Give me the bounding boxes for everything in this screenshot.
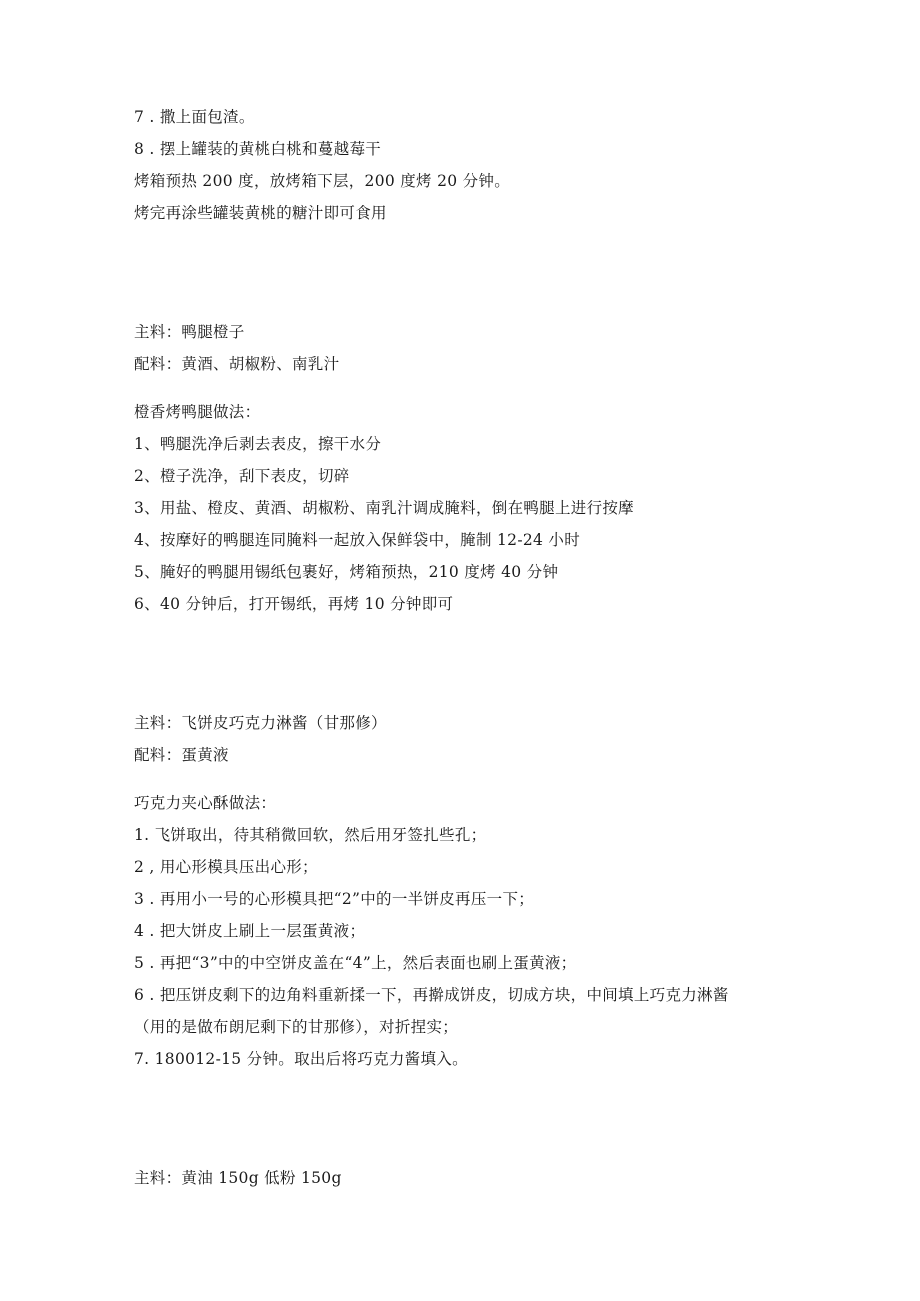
recipe-step: 5 . 再把“3”中的中空饼皮盖在“4”上，然后表面也刷上蛋黄液； [134,954,577,972]
finish-instruction: 烤完再涂些罐装黄桃的糖汁即可食用 [134,204,387,222]
bake-instruction: 烤箱预热 200 度，放烤箱下层，200 度烤 20 分钟。 [134,172,511,190]
main-ingredients: 主料：飞饼皮巧克力淋酱（甘那修） [134,714,387,732]
recipe-step-continued: （用的是做布朗尼剩下的甘那修），对折捏实； [134,1018,459,1036]
recipe-step: 5、腌好的鸭腿用锡纸包裹好，烤箱预热，210 度烤 40 分钟 [134,563,559,581]
recipe-step: 4 . 把大饼皮上刷上一层蛋黄液； [134,922,366,940]
recipe-step: 6、40 分钟后，打开锡纸，再烤 10 分钟即可 [134,595,454,613]
step-8: 8 . 摆上罐装的黄桃白桃和蔓越莓干 [134,140,382,158]
side-ingredients: 配料：蛋黄液 [134,746,229,764]
recipe-step: 6 . 把压饼皮剩下的边角料重新揉一下，再擀成饼皮，切成方块，中间填上巧克力淋酱 [134,986,729,1004]
recipe-step: 3 . 再用小一号的心形模具把“2”中的一半饼皮再压一下； [134,890,535,908]
recipe-step: 7. 180012-15 分钟。取出后将巧克力酱填入。 [134,1050,468,1068]
recipe-title: 巧克力夹心酥做法： [134,794,277,812]
main-ingredients: 主料：黄油 150g 低粉 150g [134,1169,342,1187]
recipe-step: 1. 飞饼取出，待其稍微回软，然后用牙签扎些孔； [134,826,487,844]
recipe-title: 橙香烤鸭腿做法： [134,403,261,421]
recipe-step: 1、鸭腿洗净后剥去表皮，擦干水分 [134,435,382,453]
recipe-step: 2、橙子洗净，刮下表皮，切碎 [134,467,350,485]
side-ingredients: 配料：黄酒、胡椒粉、南乳汁 [134,355,340,373]
step-7: 7 . 撒上面包渣。 [134,108,255,126]
main-ingredients: 主料：鸭腿橙子 [134,323,245,341]
recipe-step: 3、用盐、橙皮、黄酒、胡椒粉、南乳汁调成腌料，倒在鸭腿上进行按摩 [134,499,634,517]
recipe-step: 2 , 用心形模具压出心形； [134,858,318,876]
recipe-step: 4、按摩好的鸭腿连同腌料一起放入保鲜袋中，腌制 12-24 小时 [134,531,581,549]
